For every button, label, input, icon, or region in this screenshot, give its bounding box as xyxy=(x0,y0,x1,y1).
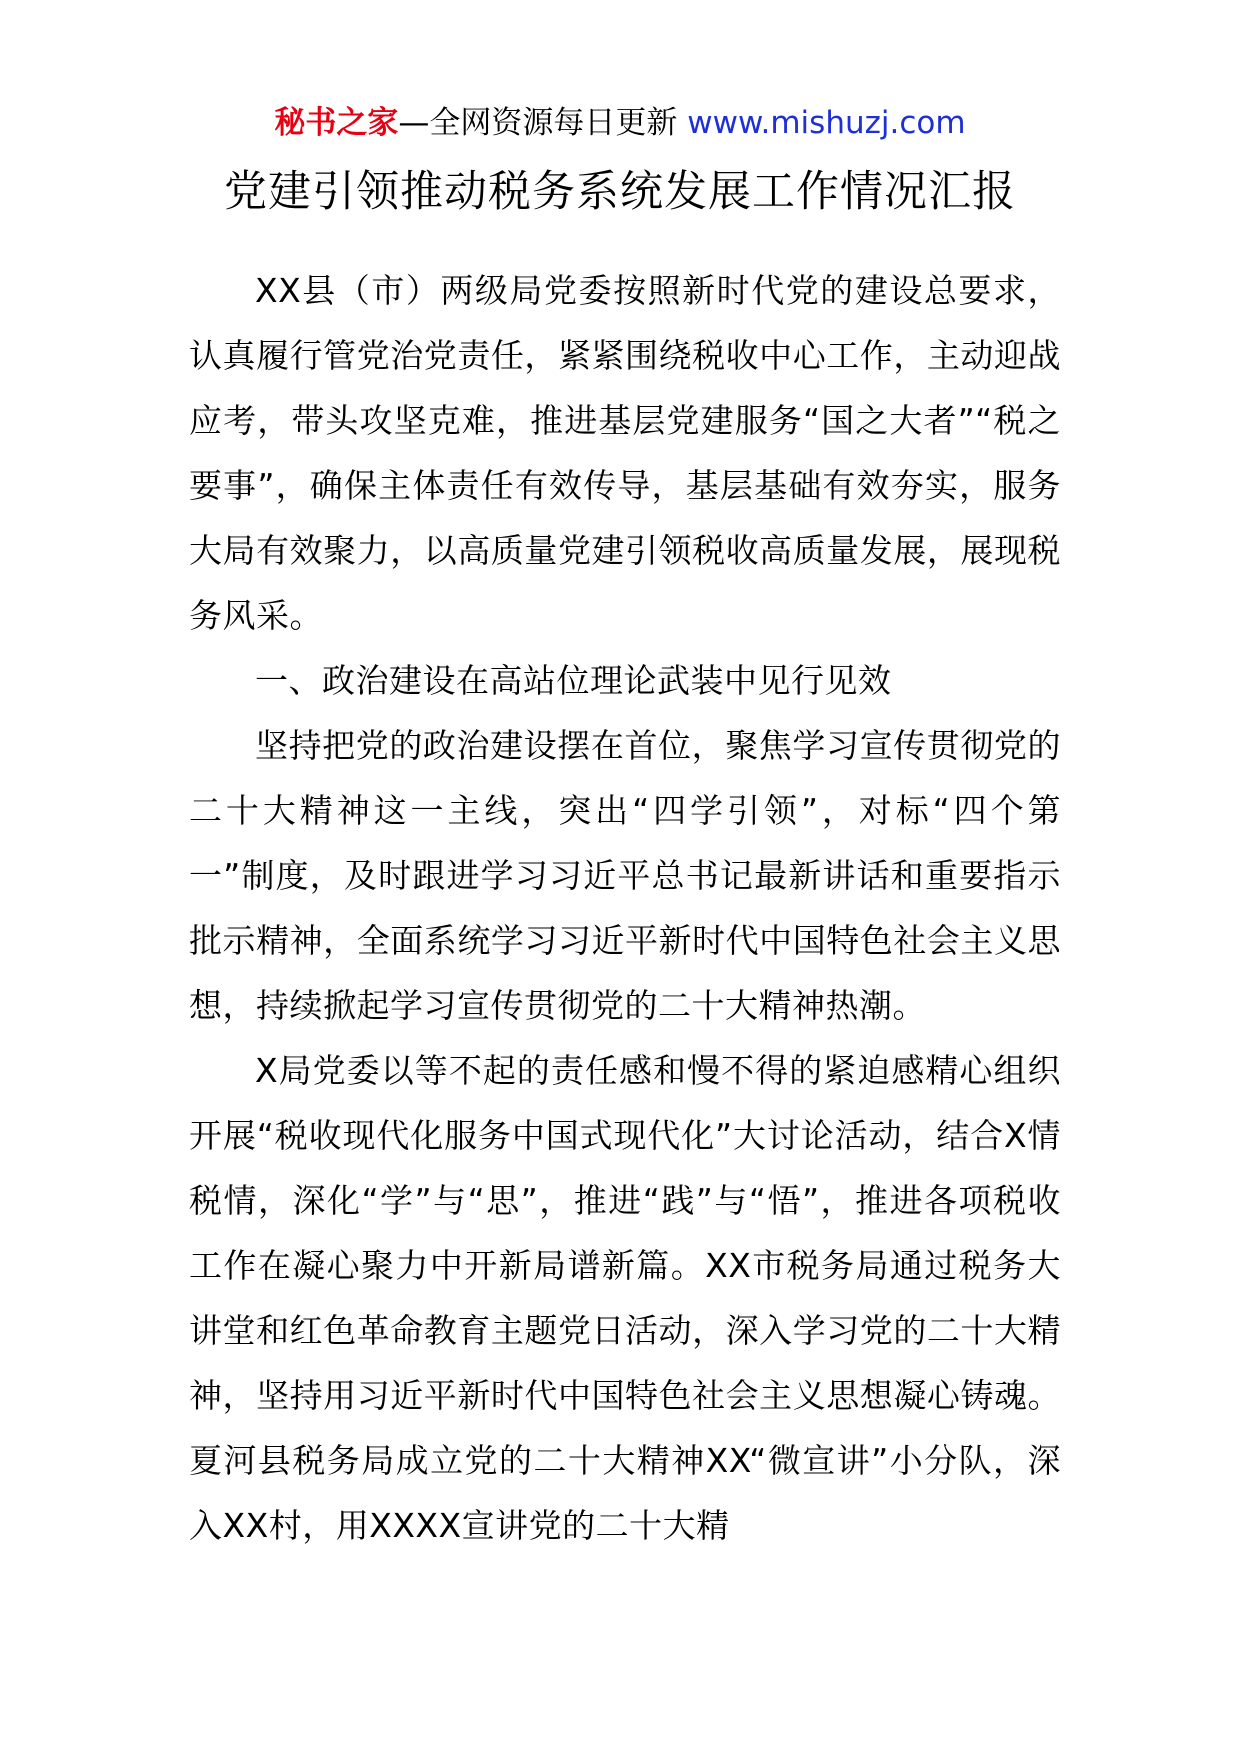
brand-name: 秘书之家 xyxy=(274,105,399,141)
intro-paragraph: XX县（市）两级局党委按照新时代党的建设总要求，认真履行管党治党责任，紧紧围绕税收中心工作，主动迎战应考，带头攻坚克难，推进基层党建服务“国之大者”“税之要事”，确保主体责任有效传导，基层基础有效夯实，服务大局有效聚力，以高质量党建引领税收高质量发展，展现税务风采。 xyxy=(189,271,1061,635)
document-body xyxy=(189,258,1061,1558)
document-title: 党建引领推动税务系统发展工作情况汇报 xyxy=(224,167,1016,217)
body-paragraph: 坚持把党的政治建设摆在首位，聚焦学习宣传贯彻党的二十大精神这一主线，突出“四学引领”，对标“四个第一”制度，及时跟进学习习近平总书记最新讲话和重要指示批示精神，全面系统学习习近平新时代中国特色社会主义思想，持续掀起学习宣传贯彻党的二十大精神热潮。 xyxy=(189,726,1061,1025)
site-header xyxy=(0,100,1240,146)
section-heading-1: 一、政治建设在高站位理论武装中见行见效 xyxy=(255,661,892,700)
body-paragraph: X局党委以等不起的责任感和慢不得的紧迫感精心组织开展“税收现代化服务中国式现代化”大讨论活动，结合X情税情，深化“学”与“思”，推进“践”与“悟”，推进各项税收工作在凝心聚力中开新局谱新篇。XX市税务局通过税务大讲堂和红色革命教育主题党日活动，深入学习党的二十大精神，坚持用习近平新时代中国特色社会主义思想凝心铸魂。夏河县税务局成立党的二十大精神XX“微宣讲”小分队，深入XX村，用XXXX宣讲党的二十大精 xyxy=(189,1051,1061,1545)
site-url-link[interactable]: www.mishuzj.com xyxy=(687,105,966,141)
header-tagline: —全网资源每日更新 xyxy=(398,105,688,141)
